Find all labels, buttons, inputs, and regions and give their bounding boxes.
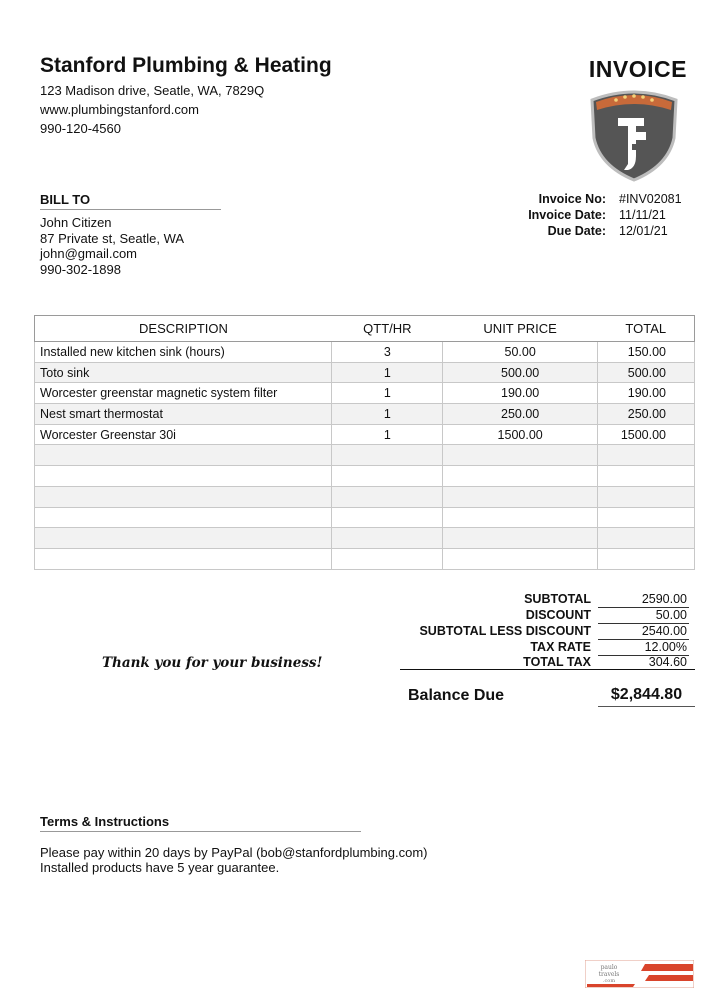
cell-unit-price: 50.00 <box>443 342 598 363</box>
cell-total <box>598 528 695 549</box>
cell-qty: 3 <box>332 342 443 363</box>
cell-unit-price <box>443 548 598 569</box>
client-name: John Citizen <box>40 215 112 230</box>
company-address: 123 Madison drive, Seatle, WA, 7829Q <box>40 83 265 98</box>
subtotal-value: 2590.00 <box>598 592 689 608</box>
cell-total: 250.00 <box>598 404 695 425</box>
cell-qty <box>332 528 443 549</box>
cell-description <box>35 486 332 507</box>
table-row <box>35 404 695 425</box>
invoice-date-value: 11/11/21 <box>619 208 666 222</box>
wrench-shield-logo-icon <box>588 86 680 182</box>
invoice-no-label: Invoice No: <box>538 192 606 206</box>
svg-text:paulo: paulo <box>600 964 618 971</box>
balance-due-label: Balance Due <box>408 687 505 704</box>
cell-total: 1500.00 <box>598 424 695 445</box>
cell-qty <box>332 507 443 528</box>
table-row <box>35 486 695 507</box>
cell-qty <box>332 466 443 487</box>
cell-total <box>598 548 695 569</box>
discount-label: DISCOUNT <box>525 608 591 622</box>
cell-description: Installed new kitchen sink (hours) <box>35 342 332 363</box>
cell-description <box>35 528 332 549</box>
cell-unit-price: 190.00 <box>443 383 598 404</box>
cell-description: Toto sink <box>35 362 332 383</box>
header-qty: QTT/HR <box>332 316 443 342</box>
line-items-table <box>34 315 695 570</box>
cell-total: 500.00 <box>598 362 695 383</box>
cell-total <box>598 466 695 487</box>
cell-unit-price: 250.00 <box>443 404 598 425</box>
company-name: Stanford Plumbing & Heating <box>40 54 332 77</box>
cell-total: 190.00 <box>598 383 695 404</box>
terms-line-guarantee: Installed products have 5 year guarantee. <box>40 860 280 875</box>
table-row <box>35 528 695 549</box>
cell-description: Worcester Greenstar 30i <box>35 424 332 445</box>
cell-unit-price <box>443 486 598 507</box>
terms-heading: Terms & Instructions <box>40 814 361 832</box>
client-email: john@gmail.com <box>40 246 138 261</box>
cell-total <box>598 486 695 507</box>
cell-unit-price <box>443 507 598 528</box>
header-description: DESCRIPTION <box>35 316 332 342</box>
discount-value: 50.00 <box>598 608 689 624</box>
watermark-logo <box>585 960 694 988</box>
subtotal-less-discount-label: SUBTOTAL LESS DISCOUNT <box>419 624 591 638</box>
cell-description <box>35 548 332 569</box>
cell-description: Worcester greenstar magnetic system filter <box>35 383 332 404</box>
company-website: www.plumbingstanford.com <box>40 102 199 117</box>
table-row <box>35 466 695 487</box>
tax-rate-label: TAX RATE <box>530 640 591 654</box>
subtotal-label: SUBTOTAL <box>524 592 591 606</box>
company-phone: 990-120-4560 <box>40 121 121 136</box>
cell-total: 150.00 <box>598 342 695 363</box>
invoice-no-value: #INV02081 <box>619 192 682 206</box>
bill-to-heading: BILL TO <box>40 192 221 210</box>
table-row <box>35 424 695 445</box>
table-row <box>35 445 695 466</box>
cell-unit-price: 1500.00 <box>443 424 598 445</box>
total-tax-value: 304.60 <box>648 655 687 669</box>
svg-text:travels: travels <box>598 971 620 978</box>
invoice-date-label: Invoice Date: <box>528 208 606 222</box>
due-date-value: 12/01/21 <box>619 224 668 238</box>
cell-unit-price <box>443 445 598 466</box>
cell-qty <box>332 445 443 466</box>
cell-qty: 1 <box>332 424 443 445</box>
cell-description <box>35 507 332 528</box>
cell-description: Nest smart thermostat <box>35 404 332 425</box>
cell-unit-price <box>443 528 598 549</box>
svg-text:.com: .com <box>602 978 616 984</box>
client-address: 87 Private st, Seatle, WA <box>40 231 185 246</box>
tax-rate-value: 12.00% <box>598 640 689 656</box>
balance-due-value: $2,844.80 <box>598 686 695 707</box>
table-row <box>35 342 695 363</box>
cell-unit-price <box>443 466 598 487</box>
table-row <box>35 507 695 528</box>
cell-qty: 1 <box>332 362 443 383</box>
cell-qty: 1 <box>332 383 443 404</box>
header-unit-price: UNIT PRICE <box>443 316 598 342</box>
table-row <box>35 383 695 404</box>
cell-unit-price: 500.00 <box>443 362 598 383</box>
header-total: TOTAL <box>598 316 695 342</box>
cell-total <box>598 445 695 466</box>
table-header-row <box>35 316 695 342</box>
total-tax-label: TOTAL TAX <box>523 655 591 669</box>
cell-total <box>598 507 695 528</box>
cell-description <box>35 466 332 487</box>
terms-line-payment: Please pay within 20 days by PayPal (bob@stanfordplumbing.com) <box>40 845 428 860</box>
table-row <box>35 548 695 569</box>
summary-divider <box>400 669 695 670</box>
due-date-label: Due Date: <box>547 224 606 238</box>
subtotal-less-discount-value: 2540.00 <box>598 624 689 640</box>
invoice-title: INVOICE <box>588 56 687 82</box>
cell-qty <box>332 486 443 507</box>
cell-qty: 1 <box>332 404 443 425</box>
client-phone: 990-302-1898 <box>40 262 121 277</box>
table-row <box>35 362 695 383</box>
thank-you-note: Thank you for your business! <box>102 655 323 671</box>
cell-description <box>35 445 332 466</box>
cell-qty <box>332 548 443 569</box>
